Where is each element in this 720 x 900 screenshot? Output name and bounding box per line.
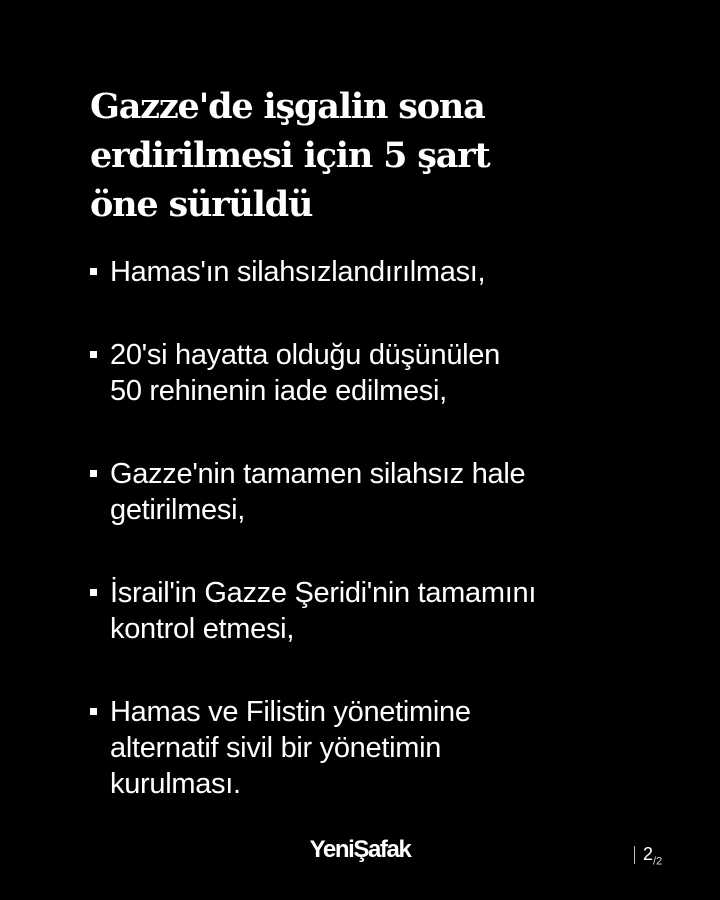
condition-text: Hamas ve Filistin yönetimine — [110, 696, 471, 728]
headline-line: erdirilmesi için 5 şart — [90, 135, 490, 176]
headline-line: Gazze'de işgalin sona — [90, 86, 485, 127]
square-bullet-icon — [90, 708, 97, 715]
square-bullet-icon — [90, 351, 97, 358]
condition-item — [90, 456, 690, 528]
page-indicator — [634, 844, 662, 870]
condition-text: İsrail'in Gazze Şeridi'nin tamamını — [110, 577, 537, 609]
yeni-safak-logo: YeniŞafak — [309, 836, 411, 863]
condition-item — [90, 694, 690, 802]
condition-text: alternatif sivil bir yönetimin — [110, 732, 442, 764]
condition-text: 20'si hayatta olduğu düşünülen — [110, 339, 500, 371]
page-divider — [634, 846, 635, 864]
page-current: 2 — [643, 844, 654, 864]
headline-line: öne sürüldü — [90, 184, 313, 225]
condition-text: 50 rehinenin iade edilmesi, — [110, 375, 447, 407]
condition-item — [90, 575, 690, 647]
condition-text: kurulması. — [110, 768, 241, 800]
condition-text: getirilmesi, — [110, 494, 245, 526]
square-bullet-icon — [90, 470, 97, 477]
condition-item — [90, 254, 690, 290]
condition-text: Hamas'ın silahsızlandırılması, — [110, 256, 486, 288]
square-bullet-icon — [90, 589, 97, 596]
condition-text: Gazze'nin tamamen silahsız hale — [110, 458, 526, 490]
condition-item — [90, 337, 690, 409]
condition-text: kontrol etmesi, — [110, 613, 295, 645]
conditions-list — [90, 254, 690, 849]
square-bullet-icon — [90, 268, 97, 275]
headline — [90, 82, 650, 229]
page-total: /2 — [653, 855, 663, 868]
